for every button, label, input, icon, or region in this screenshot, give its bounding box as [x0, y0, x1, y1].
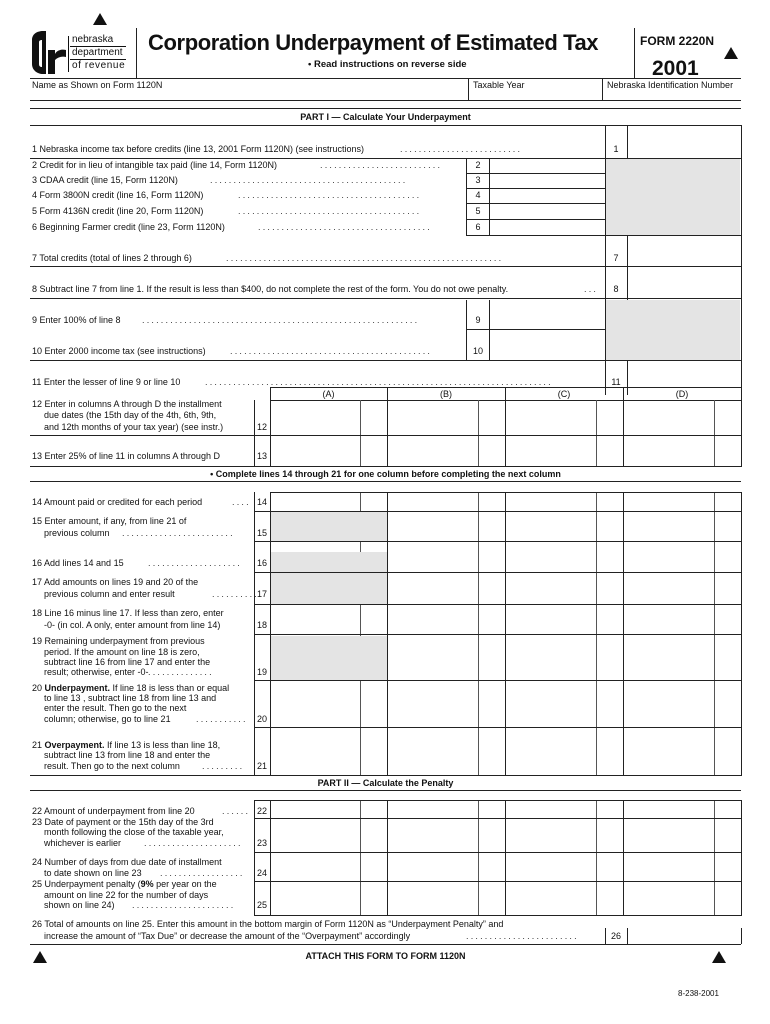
- line-number: 14: [256, 497, 267, 507]
- line-11-amount-input[interactable]: [628, 361, 740, 386]
- id-number-label: Nebraska Identification Number: [607, 80, 734, 90]
- line-number: 3: [475, 175, 481, 185]
- line-4-amount-input[interactable]: [490, 189, 604, 202]
- line-26-label: 26 Total of amounts on line 25. Enter this amount in the bottom margin of Form 1120N as “Underpayment Penalty” and: [32, 919, 504, 929]
- name-field-label: Name as Shown on Form 1120N: [32, 80, 163, 90]
- line-26-amount-input[interactable]: [628, 929, 740, 943]
- line-number: 1: [613, 144, 619, 154]
- line-7-amount-input[interactable]: [628, 237, 740, 265]
- line-20-label: 20 Underpayment. If line 18 is less than or equal: [32, 683, 230, 693]
- line-18-label: 18 Line 16 minus line 17. If less than zero, enter: [32, 608, 224, 618]
- line-3-label: 3 CDAA credit (line 15, Form 1120N): [32, 175, 178, 185]
- taxable-year-input[interactable]: [470, 90, 598, 100]
- logo-text-line: department: [72, 47, 123, 58]
- line-23-label: 23 Date of payment or the 15th day of the 3rd: [32, 817, 214, 827]
- line-21-label: 21 Overpayment. If line 13 is less than line 18,: [32, 740, 221, 750]
- line-23-label: month following the close of the taxable year,: [44, 827, 224, 837]
- line-number: 6: [475, 222, 481, 232]
- line-5-amount-input[interactable]: [490, 204, 604, 218]
- line-number: 5: [475, 206, 481, 216]
- line-number: 22: [256, 806, 267, 816]
- line-8-amount-input[interactable]: [628, 267, 740, 297]
- part1-title: PART I — Calculate Your Underpayment: [300, 112, 471, 122]
- line-number: 8: [613, 284, 619, 294]
- line-number: 20: [256, 714, 267, 724]
- name-input[interactable]: [32, 90, 462, 100]
- line-21-label: result. Then go to the next column: [44, 761, 180, 771]
- line-25-label: amount on line 22 for the number of days: [44, 890, 209, 900]
- line-26-label: increase the amount of “Tax Due” or decrease the amount of the “Overpayment” accordingly: [44, 931, 411, 941]
- registration-mark-icon: [93, 13, 107, 25]
- line-number: 21: [256, 761, 267, 771]
- line-21-label: subtract line 13 from line 18 and enter the: [44, 750, 211, 760]
- line-6-amount-input[interactable]: [490, 220, 604, 234]
- id-number-input[interactable]: [604, 90, 738, 100]
- column-header-b: (B): [440, 389, 452, 399]
- form-year: 2001: [652, 57, 699, 80]
- line-number: 2: [475, 160, 481, 170]
- column-header-a: (A): [322, 389, 335, 399]
- form-id: FORM 2220N: [640, 34, 715, 48]
- line-19-label: subtract line 16 from line 17 and enter the: [44, 657, 211, 667]
- line-19-label: 19 Remaining underpayment from previous: [32, 636, 205, 646]
- line-number: 12: [256, 422, 267, 432]
- line-9-label: 9 Enter 100% of line 8: [32, 315, 121, 325]
- line-25-label: 25 Underpayment penalty (9% per year on the: [32, 879, 217, 889]
- line-number: 26: [610, 931, 621, 941]
- line-number: 4: [475, 190, 481, 200]
- line-19-label: period. If the amount on line 18 is zero,: [44, 647, 200, 657]
- line-number: 7: [613, 253, 619, 263]
- line-13-label: 13 Enter 25% of line 11 in columns A through D: [32, 451, 220, 461]
- line-11-label: 11 Enter the lesser of line 9 or line 10: [32, 377, 181, 387]
- line-number: 13: [256, 451, 267, 461]
- logo-text-line: nebraska: [72, 34, 114, 45]
- line-19-label: result; otherwise, enter -0-: [44, 667, 149, 677]
- line-2-label: 2 Credit for in lieu of intangible tax paid (line 14, Form 1120N): [32, 160, 277, 170]
- line-3-amount-input[interactable]: [490, 174, 604, 187]
- line-12-label: and 12th months of your tax year) (see instr.): [44, 422, 224, 432]
- line-9-amount-input[interactable]: [490, 300, 604, 328]
- line-12-label: due dates (the 15th day of the 4th, 6th, 9th,: [44, 410, 217, 420]
- line-24-label: to date shown on line 23: [44, 868, 142, 878]
- logo: [30, 30, 126, 78]
- line-number: 24: [256, 868, 267, 878]
- line-5-label: 5 Form 4136N credit (line 20, Form 1120N): [32, 206, 204, 216]
- line-number: 10: [472, 346, 483, 356]
- form-code: 8-238-2001: [678, 989, 719, 998]
- line-10-amount-input[interactable]: [490, 330, 604, 359]
- line-10-label: 10 Enter 2000 income tax (see instructions): [32, 346, 206, 356]
- line-number: 25: [256, 900, 267, 910]
- line-23-label: whichever is earlier: [44, 838, 122, 848]
- line-12-label: 12 Enter in columns A through D the installment: [32, 399, 222, 409]
- form-subtitle: • Read instructions on reverse side: [308, 59, 467, 70]
- line-2-amount-input[interactable]: [490, 159, 604, 172]
- line-number: 19: [256, 667, 267, 677]
- logo-text-line: of revenue: [72, 60, 126, 71]
- line-number: 18: [256, 620, 267, 630]
- line-number: 17: [256, 589, 267, 599]
- line-17-label: 17 Add amounts on lines 19 and 20 of the: [32, 577, 199, 587]
- line-1-amount-input[interactable]: [628, 126, 740, 157]
- attach-instruction: ATTACH THIS FORM TO FORM 1120N: [305, 951, 466, 961]
- line-1-label: 1 Nebraska income tax before credits (line 13, 2001 Form 1120N) (see instructions): [32, 144, 364, 154]
- part2-title: PART II — Calculate the Penalty: [317, 778, 454, 788]
- line-15-label: 15 Enter amount, if any, from line 21 of: [32, 516, 187, 526]
- line-number: 16: [256, 558, 267, 568]
- line-15-label: previous column: [44, 528, 110, 538]
- line-17-label: previous column and enter result: [44, 589, 175, 599]
- line-24-label: 24 Number of days from due date of installment: [32, 857, 222, 867]
- line-number: 11: [611, 377, 621, 387]
- line-8-label: 8 Subtract line 7 from line 1. If the result is less than $400, do not complete the rest of the form. You do not owe penalty.: [32, 284, 509, 294]
- line-number: 23: [256, 838, 267, 848]
- line-number: 9: [475, 315, 481, 325]
- column-header-c: (C): [557, 389, 571, 399]
- line-22-label: 22 Amount of underpayment from line 20: [32, 806, 195, 816]
- registration-mark-icon: [724, 47, 738, 59]
- line-number: 15: [256, 528, 267, 538]
- column-header-d: (D): [675, 389, 689, 399]
- line-16-label: 16 Add lines 14 and 15: [32, 558, 124, 568]
- instruction-band: • Complete lines 14 through 21 for one column before completing the next column: [210, 469, 561, 479]
- line-20-label: enter the result. Then go to the next: [44, 703, 187, 713]
- line-4-label: 4 Form 3800N credit (line 16, Form 1120N): [32, 190, 204, 200]
- line-18-label: -0- (in col. A only, enter amount from line 14): [44, 620, 221, 630]
- form-title: Corporation Underpayment of Estimated Tax: [148, 30, 599, 55]
- line-20-label: column; otherwise, go to line 21: [44, 714, 171, 724]
- line-14-label: 14 Amount paid or credited for each period: [32, 497, 203, 507]
- line-25-label: shown on line 24): [44, 900, 115, 910]
- taxable-year-label: Taxable Year: [473, 80, 525, 90]
- line-20-label: to line 13 , subtract line 18 from line 13 and: [44, 693, 217, 703]
- line-6-label: 6 Beginning Farmer credit (line 23, Form 1120N): [32, 222, 225, 232]
- line-7-label: 7 Total credits (total of lines 2 through 6): [32, 253, 192, 263]
